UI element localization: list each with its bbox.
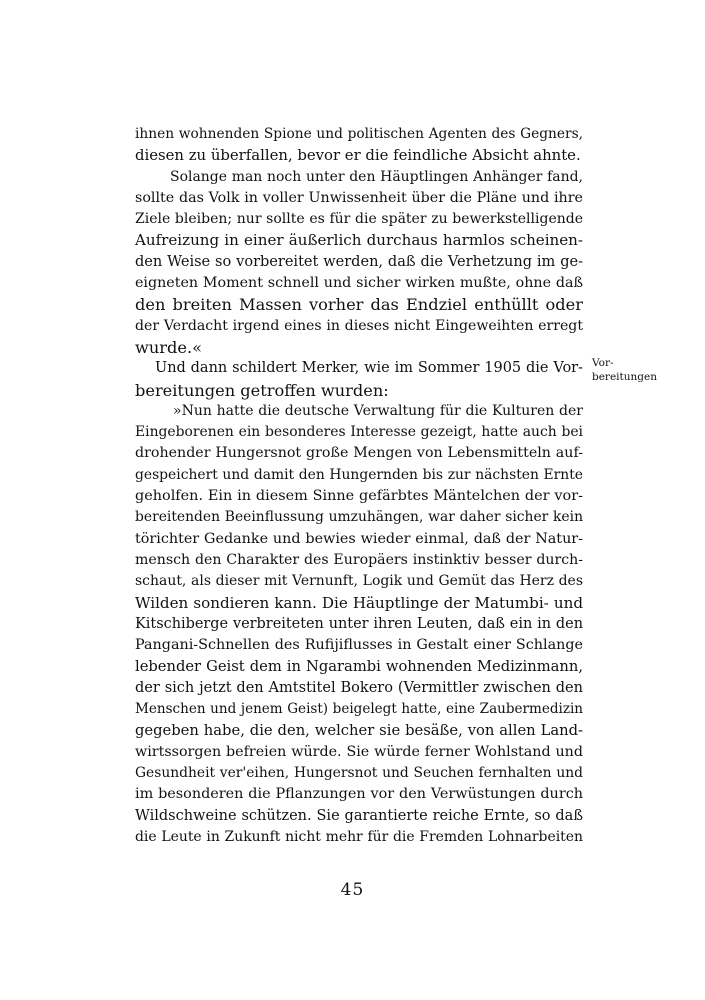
text-line: Solange man noch unter den Häuptlingen Anhänger fand, — [170, 168, 583, 185]
text-line: Pangani-Schnellen des Rufijiflusses in Gestalt einer Schlange — [135, 637, 583, 654]
text-line: Wildschweine schützen. Sie garantierte reiche Ernte, so daß — [135, 807, 583, 824]
text-line: Menschen und jenem Geist) beigelegt hatte, eine Zaubermedizin — [135, 701, 583, 718]
text-line: bereitenden Beeinflussung umzuhängen, war daher sicher kein — [135, 509, 583, 526]
text-line: Aufreizung in einer äußerlich durchaus harmlos scheinen- — [135, 231, 583, 250]
text-line: Gesundheit ver'eihen, Hungersnot und Seuchen fernhalten und — [135, 764, 583, 781]
text-line: wirtssorgen befreien würde. Sie würde ferner Wohlstand und — [135, 743, 583, 760]
text-line: diesen zu überfallen, bevor er die feindliche Absicht ahnte. — [135, 146, 581, 165]
margin-note-line: Vor- — [592, 357, 614, 369]
margin-note — [592, 356, 672, 384]
text-line: den Weise so vorbereitet werden, daß die Verhetzung im ge- — [135, 253, 583, 270]
text-line: wurde.« — [135, 337, 203, 357]
text-line: lebender Geist dem in Ngarambi wohnenden Medizinmann, — [135, 658, 583, 676]
text-line: gegeben habe, die den, welcher sie besäße, von allen Land- — [135, 722, 583, 740]
text-line: der sich jetzt den Amtstitel Bokero (Vermittler zwischen den — [135, 679, 583, 696]
text-line: eigneten Moment schnell und sicher wirken mußte, ohne daß — [135, 275, 583, 292]
text-line: der Verdacht irgend eines in dieses nicht Eingeweihten erregt — [135, 317, 583, 334]
text-line: sollte das Volk in voller Unwissenheit über die Pläne und ihre — [135, 189, 583, 206]
text-line: Wilden sondieren kann. Die Häuptlinge der Matumbi- und — [135, 593, 583, 612]
body-text — [135, 124, 583, 848]
text-line: geholfen. Ein in diesem Sinne gefärbtes Mäntelchen der vor- — [135, 488, 583, 505]
text-line: im besonderen die Pflanzungen vor den Verwüstungen durch — [135, 786, 583, 803]
text-line: Und dann schildert Merker, wie im Sommer 1905 die Vor- — [155, 360, 583, 377]
text-line: bereitungen getroffen wurden: — [135, 380, 389, 400]
text-line: Ziele bleiben; nur sollte es für die später zu bewerkstelligende — [135, 211, 583, 228]
text-line: Kitschiberge verbreiteten unter ihren Leuten, daß ein in den — [135, 615, 583, 632]
text-line: Eingeborenen ein besonderes Interesse gezeigt, hatte auch bei — [135, 424, 583, 441]
text-line: die Leute in Zukunft nicht mehr für die Fremden Lohnarbeiten — [135, 828, 583, 845]
text-line: ihnen wohnenden Spione und politischen Agenten des Gegners, — [135, 126, 583, 142]
text-line: gespeichert und damit den Hungernden bis zur nächsten Ernte — [135, 466, 583, 483]
text-line: mensch den Charakter des Europäers instinktiv besser durch- — [135, 551, 583, 568]
text-line: törichter Gedanke und bewies wieder einmal, daß der Natur- — [135, 530, 583, 547]
margin-note-line: bereitungen — [592, 371, 657, 383]
text-line: »Nun hatte die deutsche Verwaltung für die Kulturen der — [173, 402, 583, 419]
text-line: drohender Hungersnot große Mengen von Lebensmitteln auf- — [135, 445, 583, 462]
page-number: 45 — [340, 880, 365, 900]
text-line: den breiten Massen vorher das Endziel enthüllt oder — [135, 295, 583, 315]
text-line: schaut, als dieser mit Vernunft, Logik und Gemüt das Herz des — [135, 573, 583, 590]
